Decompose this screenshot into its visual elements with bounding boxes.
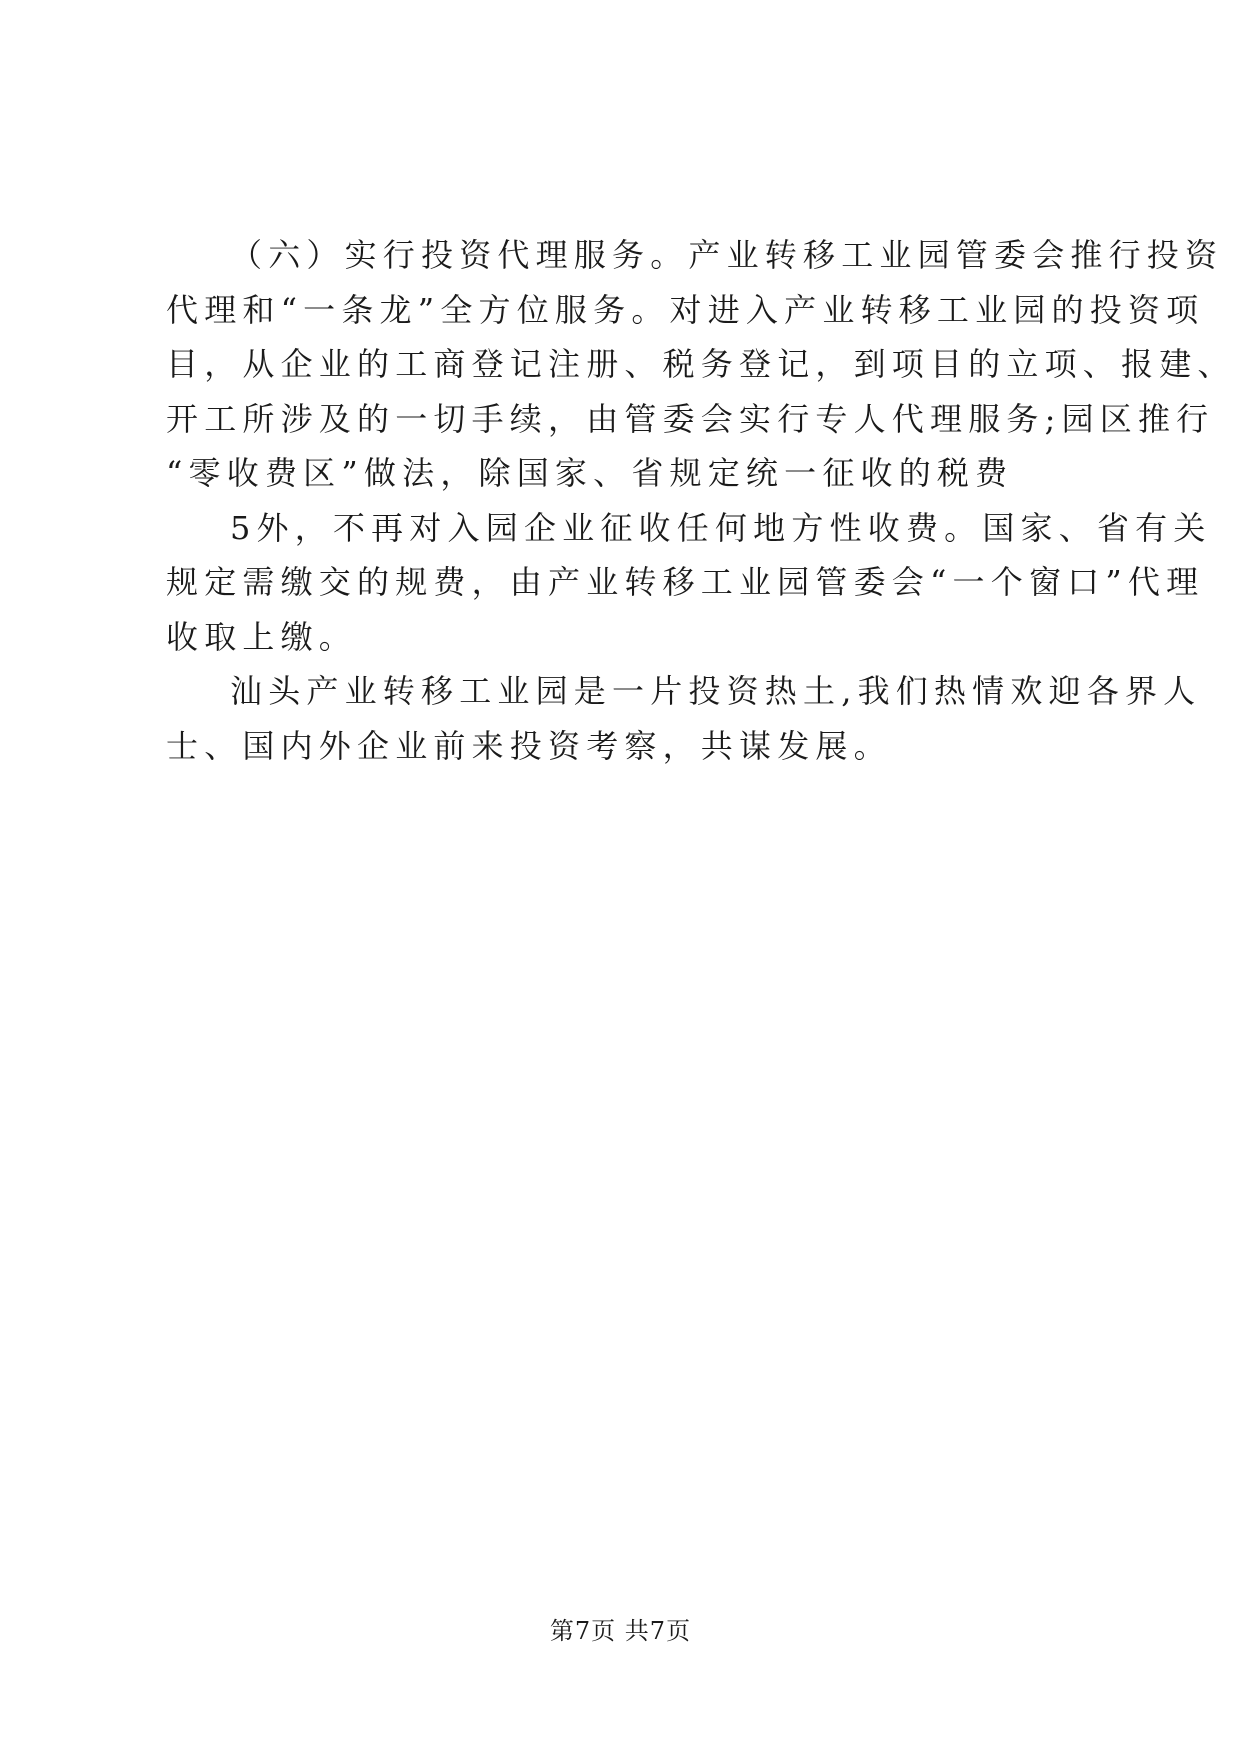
paragraph-line: “零收费区”做法，除国家、省规定统一征收的税费 <box>166 454 1014 492</box>
paragraph-line: 5外，不再对入园企业征收任何地方性收费。国家、省有关 <box>230 508 1212 547</box>
paragraph-line: 规定需缴交的规费，由产业转移工业园管委会“一个窗口”代理 <box>166 563 1205 601</box>
document-body <box>166 228 1236 773</box>
paragraph-line: 开工所涉及的一切手续，由管委会实行专人代理服务;园区推行 <box>166 399 1215 438</box>
page-number-footer: 第7页 共7页 <box>549 1617 692 1645</box>
paragraph-line: 汕头产业转移工业园是一片投资热土,我们热情欢迎各界人 <box>230 672 1202 710</box>
paragraph-line: 士、国内外企业前来投资考察，共谋发展。 <box>166 726 892 765</box>
paragraph-line: 目，从企业的工商登记注册、税务登记，到项目的立项、报建、 <box>166 345 1236 383</box>
paragraph-line: （六）实行投资代理服务。产业转移工业园管委会推行投资 <box>230 236 1224 274</box>
paragraph-line: 收取上缴。 <box>166 617 358 656</box>
paragraph-line: 代理和“一条龙”全方位服务。对进入产业转移工业园的投资项 <box>166 290 1205 329</box>
